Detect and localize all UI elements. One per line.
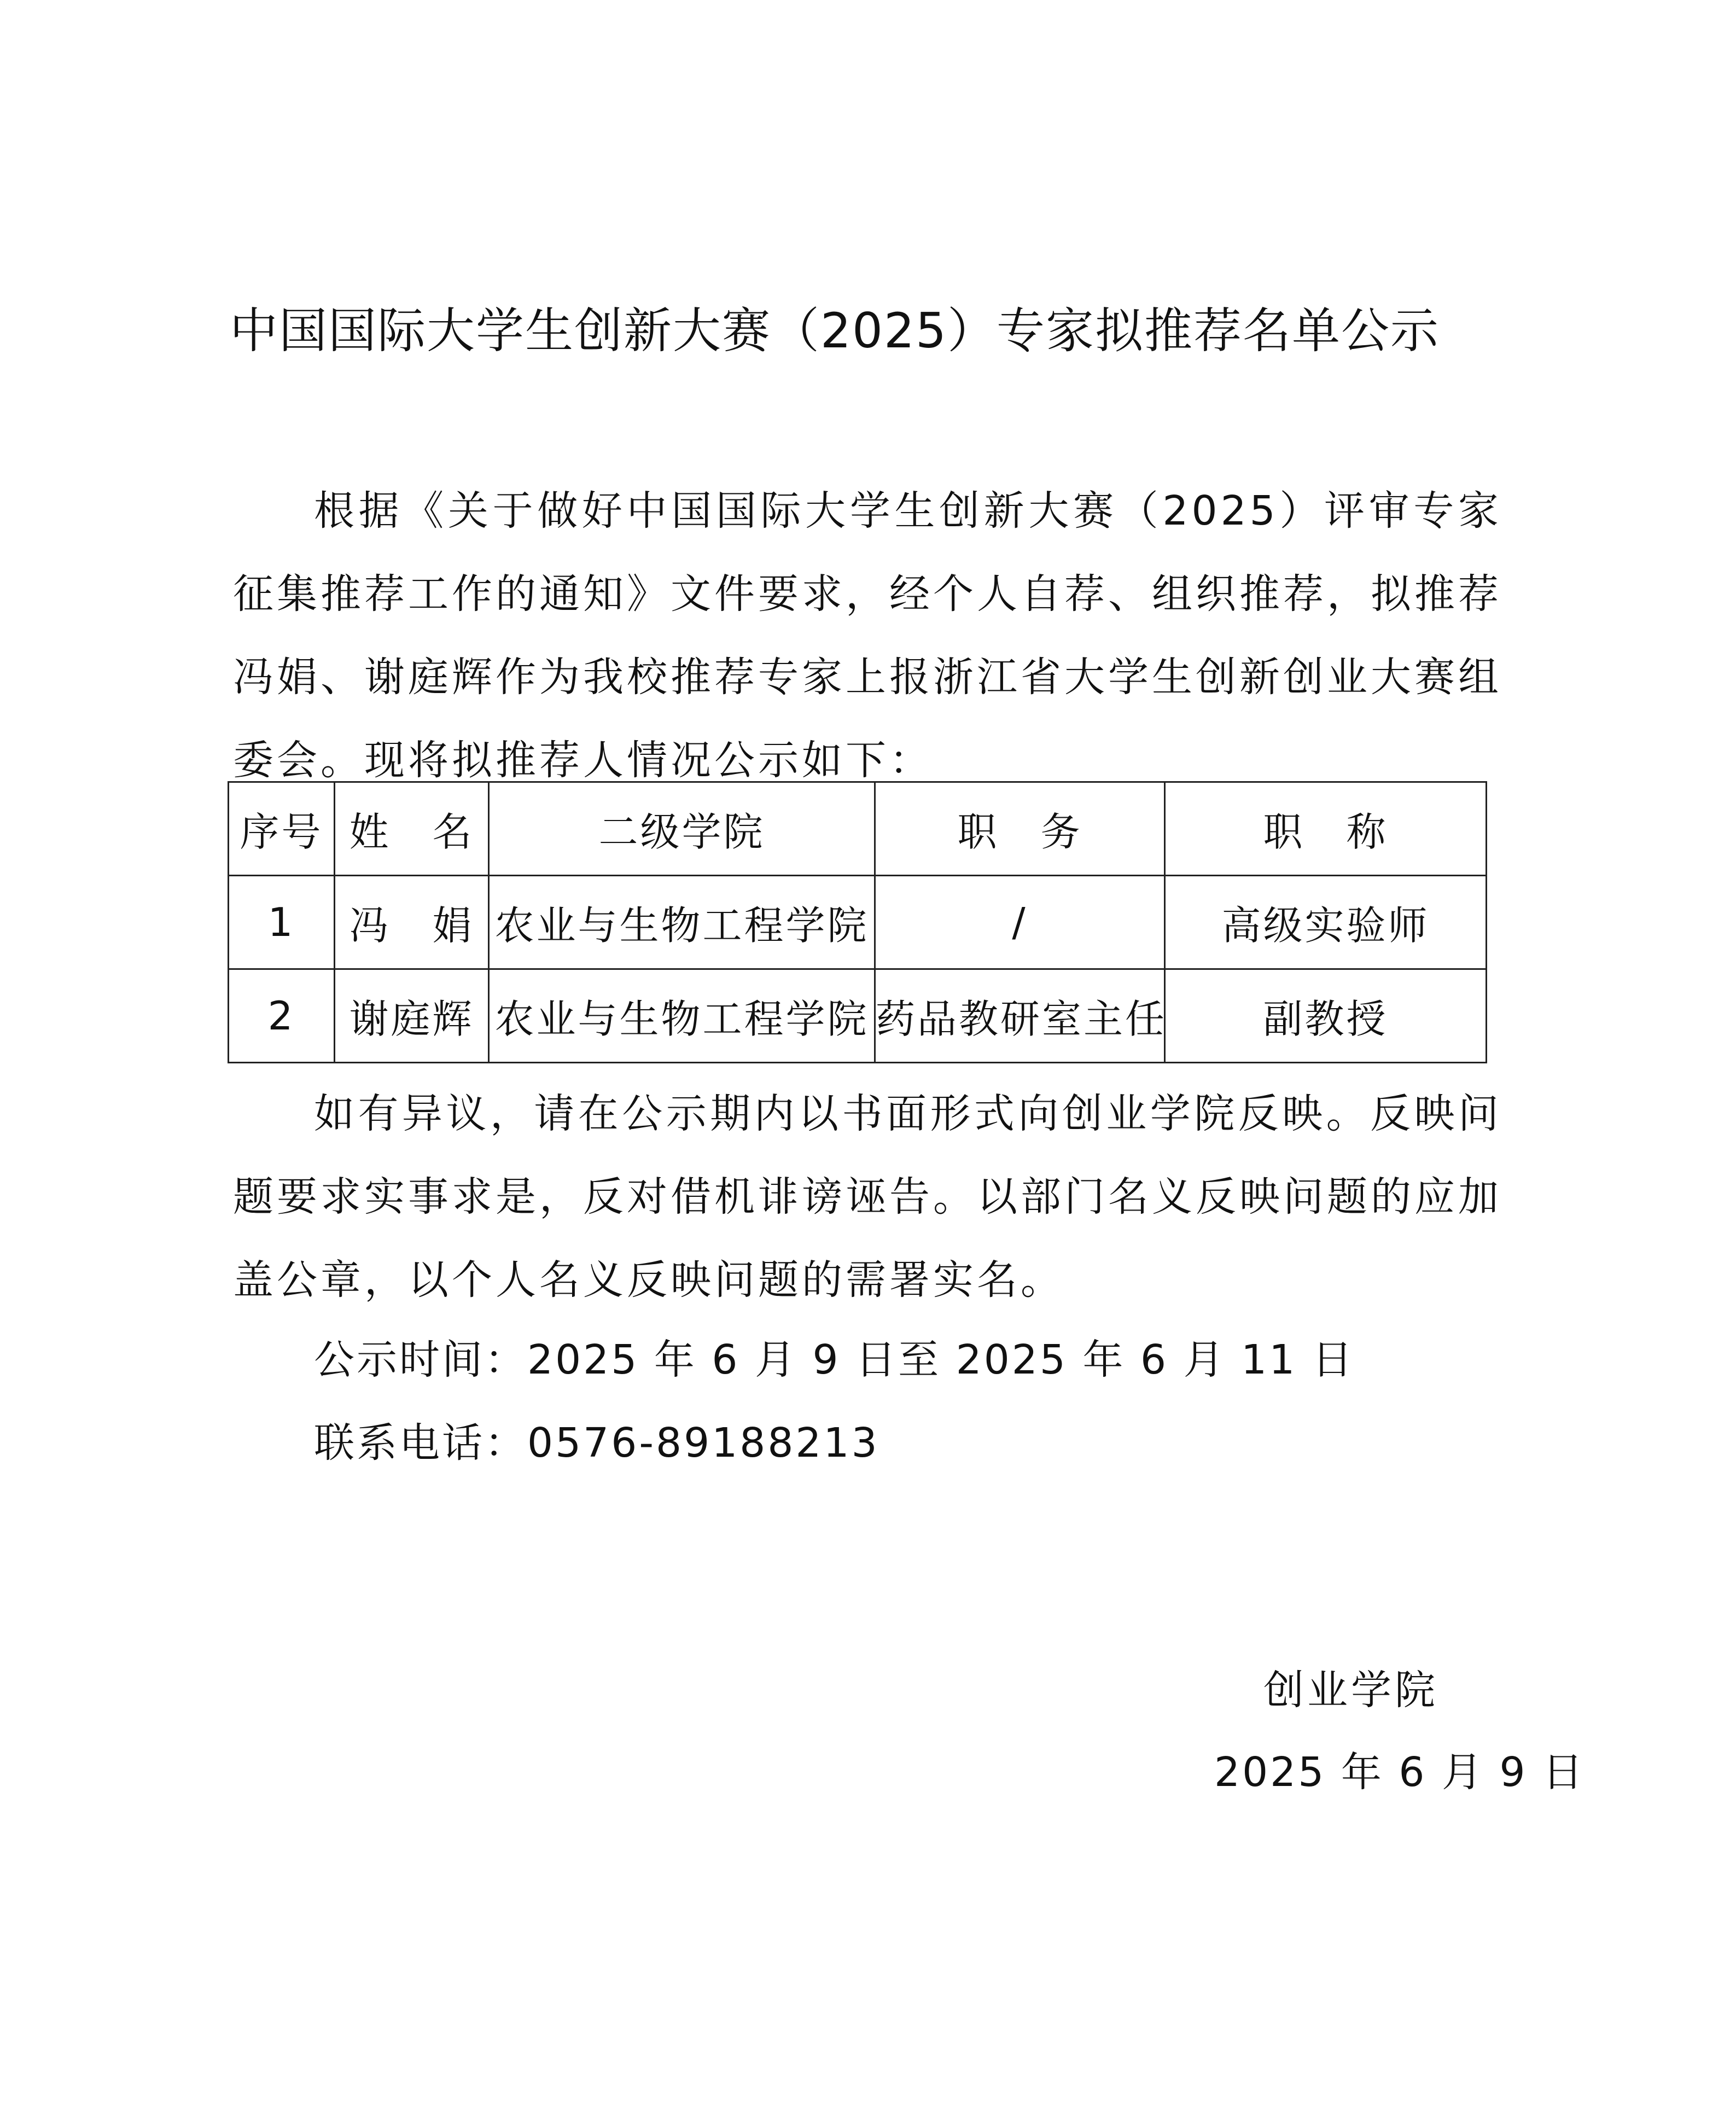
contact-phone: 联系电话：0576-89188213 — [314, 1419, 879, 1467]
cell-position: / — [875, 876, 1165, 969]
column-header-college: 二级学院 — [489, 782, 875, 876]
cell-name: 冯 娟 — [335, 876, 489, 969]
table-row — [229, 969, 1487, 1063]
cell-index: 2 — [229, 969, 335, 1063]
cell-position: 药品教研室主任 — [875, 969, 1165, 1063]
column-header-position: 职 务 — [875, 782, 1165, 876]
cell-index: 1 — [229, 876, 335, 969]
cell-name: 谢庭辉 — [335, 969, 489, 1063]
expert-table — [228, 781, 1487, 1063]
cell-title: 高级实验师 — [1165, 876, 1487, 969]
column-header-title: 职 称 — [1165, 782, 1487, 876]
objection-paragraph: 如有异议，请在公示期内以书面形式向创业学院反映。反映问题要求实事求是，反对借机诽谤诬告。以部门名义反映问题的应加盖公章，以个人名义反映问题的需署实名。 — [233, 1090, 1502, 1304]
intro-paragraph: 根据《关于做好中国国际大学生创新大赛（2025）评审专家征集推荐工作的通知》文件要求，经个人自荐、组织推荐，拟推荐冯娟、谢庭辉作为我校推荐专家上报浙江省大学生创新创业大赛组委会。现将拟推荐人情况公示如下： — [233, 487, 1502, 784]
table-header-row — [229, 782, 1487, 876]
table-row — [229, 876, 1487, 969]
column-header-name: 姓 名 — [335, 782, 489, 876]
cell-college: 农业与生物工程学院 — [489, 876, 875, 969]
column-header-index: 序号 — [229, 782, 335, 876]
page-title: 中国国际大学生创新大赛（2025）专家拟推荐名单公示 — [230, 302, 1440, 359]
signature-org: 创业学院 — [1263, 1667, 1438, 1714]
cell-title: 副教授 — [1165, 969, 1487, 1063]
cell-college: 农业与生物工程学院 — [489, 969, 875, 1063]
publicity-period: 公示时间：2025 年 6 月 9 日至 2025 年 6 月 11 日 — [314, 1336, 1355, 1383]
signature-date: 2025 年 6 月 9 日 — [1214, 1749, 1586, 1796]
